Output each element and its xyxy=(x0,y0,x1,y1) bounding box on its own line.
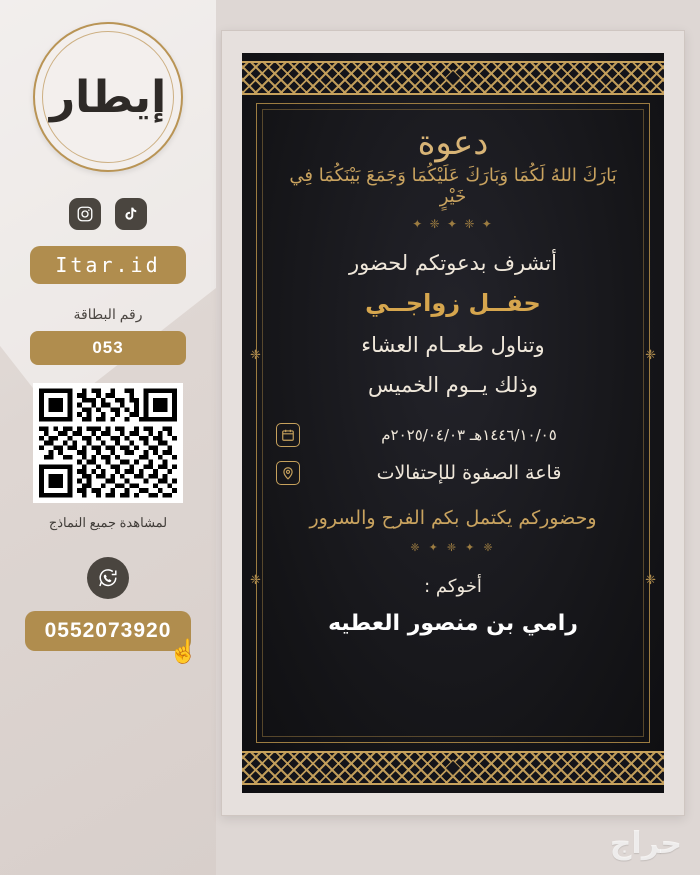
host-name: رامي بن منصور العطيه xyxy=(328,611,578,636)
day-line: وذلك يــوم الخميس xyxy=(368,373,538,397)
card-number-value: 053 xyxy=(30,331,186,365)
date-row xyxy=(276,423,626,447)
phone-number-text: 0552073920 xyxy=(44,619,172,642)
top-ornament-band xyxy=(242,61,664,95)
pointer-cursor-icon: ☝ xyxy=(169,638,199,664)
location-pin-icon xyxy=(276,461,300,485)
dinner-line: وتناول طعــام العشاء xyxy=(361,333,545,357)
social-links xyxy=(69,198,147,230)
qr-code[interactable] xyxy=(33,383,183,503)
occasion-title: حفــل زواجــي xyxy=(365,289,541,317)
calendar-icon xyxy=(276,423,300,447)
right-ornament-icon: ❈ xyxy=(645,347,656,362)
invitation-content xyxy=(276,113,630,735)
right-ornament-icon-2: ❈ xyxy=(645,572,656,587)
brand-logo-text: إيطار xyxy=(49,71,167,123)
event-venue: قاعة الصفوة للإحتفالات xyxy=(376,462,562,484)
bottom-band-diamond-icon xyxy=(445,760,462,777)
ornament-divider-2: ❈ ✦ ❈ ✦ ❈ xyxy=(410,542,496,554)
invite-line: أتشرف بدعوتكم لحضور xyxy=(349,251,557,275)
invitation-area xyxy=(216,0,700,875)
brand-handle-pill[interactable]: Itar.id xyxy=(30,246,186,284)
venue-row xyxy=(276,461,626,485)
calligraphy-header: دعوة xyxy=(417,123,489,163)
phone-number-button[interactable] xyxy=(25,611,199,664)
event-details xyxy=(276,423,630,485)
tiktok-icon[interactable] xyxy=(115,198,147,230)
card-number-label: رقم البطاقة xyxy=(73,306,143,322)
instagram-icon[interactable] xyxy=(69,198,101,230)
invitation-card-frame xyxy=(221,30,685,816)
invitation-card xyxy=(242,53,664,793)
sidebar-panel xyxy=(0,0,216,875)
qr-caption: لمشاهدة جميع النماذج xyxy=(48,515,168,530)
event-date: ١٤٤٦/١٠/٠٥هـ ٢٠٢٥/٠٤/٠٣م xyxy=(381,426,557,444)
left-ornament-icon: ❈ xyxy=(250,347,261,362)
duaa-calligraphy: وحضوركم يكتمل بكم الفرح والسرور xyxy=(309,507,597,529)
bottom-ornament-band xyxy=(242,751,664,785)
watermark: حراج xyxy=(609,826,682,861)
ornament-divider: ✦ ❈ ✦ ❈ ✦ xyxy=(412,217,494,231)
top-band-diamond-icon xyxy=(445,70,462,87)
brand-logo xyxy=(33,22,183,172)
host-label: أخوكم : xyxy=(424,576,482,597)
bismillah-text: بَارَكَ اللهُ لَكُمَا وَبَارَكَ عَلَيْكُمَا وَجَمَعَ بَيْنَكُمَا فِي خَيْرٍ xyxy=(289,165,617,207)
left-ornament-icon-2: ❈ xyxy=(250,572,261,587)
whatsapp-icon[interactable] xyxy=(87,557,129,599)
